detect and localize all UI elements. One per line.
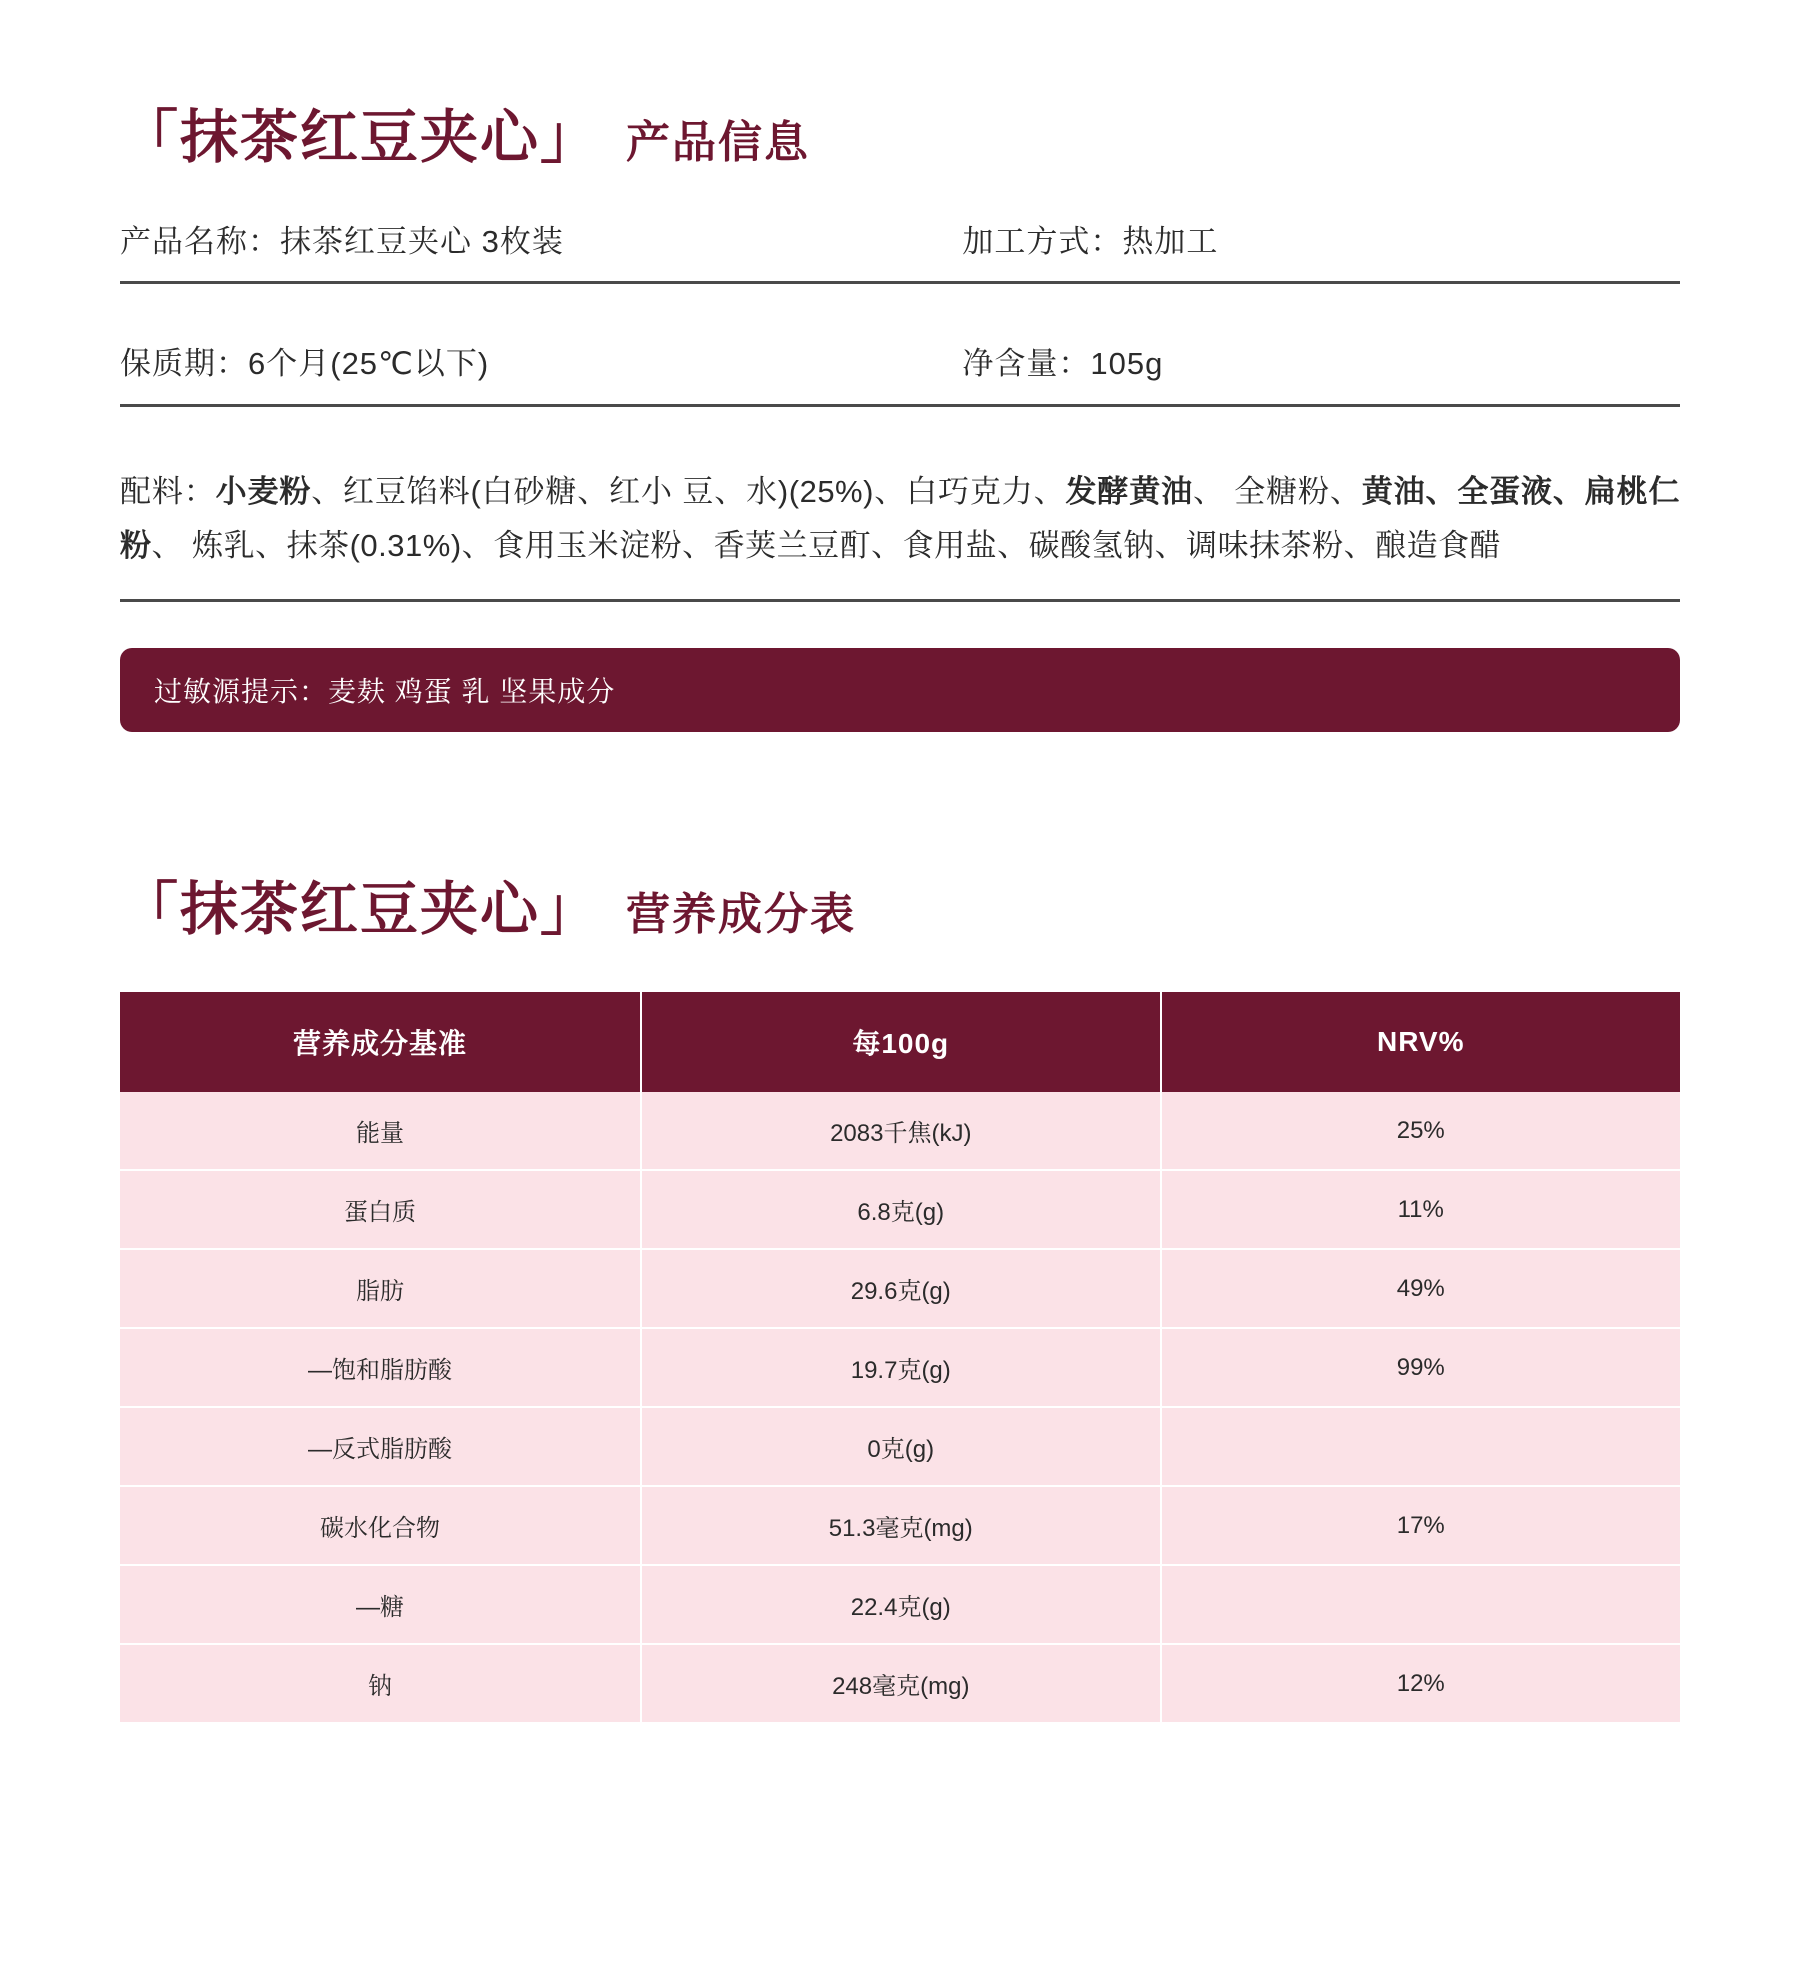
nutrient-amount-cell: 51.3毫克(mg) xyxy=(641,1486,1160,1565)
ingredient-segment-3: 发酵黄油 xyxy=(1065,473,1193,509)
info-row-shelf-life xyxy=(120,342,1680,406)
ingredient-segment-1: 小麦粉 xyxy=(215,473,312,509)
nutrient-name-cell: —糖 xyxy=(120,1565,641,1644)
nutrient-amount-cell: 6.8克(g) xyxy=(641,1170,1160,1249)
nutrient-amount-cell: 248毫克(mg) xyxy=(641,1644,1160,1722)
nutrient-nrv-cell: 25% xyxy=(1161,1092,1681,1170)
nutrient-nrv-cell xyxy=(1161,1565,1681,1644)
nutrient-name-cell: —饱和脂肪酸 xyxy=(120,1328,641,1407)
ingredients-text xyxy=(120,465,1680,574)
product-info-title-suffix: 产品信息 xyxy=(626,118,811,167)
nutrient-name-cell: 能量 xyxy=(120,1092,641,1170)
nutrient-amount-cell: 0克(g) xyxy=(641,1407,1160,1486)
table-row xyxy=(120,1565,1680,1644)
table-row xyxy=(120,1486,1680,1565)
table-row xyxy=(120,1644,1680,1722)
nutrient-amount-cell: 19.7克(g) xyxy=(641,1328,1160,1407)
net-content-value: 净含量：105g xyxy=(962,346,1164,382)
nutrient-name-cell: 蛋白质 xyxy=(120,1170,641,1249)
nutrient-nrv-cell: 12% xyxy=(1161,1644,1681,1722)
table-header-cell-basis: 营养成分基准 xyxy=(120,992,641,1092)
nutrition-table-head xyxy=(120,992,1680,1092)
nutrition-title xyxy=(120,862,1680,946)
shelf-life-value: 保质期：6个月(25℃以下) xyxy=(120,346,490,382)
product-info-title xyxy=(120,90,1680,174)
section-spacer xyxy=(120,732,1680,842)
allergen-notice-banner: 过敏源提示：麦麸 鸡蛋 乳 坚果成分 xyxy=(120,648,1680,732)
product-name-value: 产品名称：抹茶红豆夹心 3枚装 xyxy=(120,224,564,259)
product-info-title-bracketed: 「抹茶红豆夹心」 xyxy=(120,105,601,170)
table-row xyxy=(120,1407,1680,1486)
nutrient-nrv-cell xyxy=(1161,1407,1681,1486)
nutrient-name-cell: 脂肪 xyxy=(120,1249,641,1328)
table-row xyxy=(120,1249,1680,1328)
nutrition-table-body xyxy=(120,1092,1680,1722)
ingredient-segment-5: 黄油、全蛋液、扁桃仁粉 xyxy=(120,473,1681,564)
nutrient-amount-cell: 29.6克(g) xyxy=(641,1249,1160,1328)
nutrient-name-cell: 碳水化合物 xyxy=(120,1486,641,1565)
table-row xyxy=(120,1092,1680,1170)
processing-method-value: 加工方式：热加工 xyxy=(962,224,1219,259)
info-row-name xyxy=(120,220,1680,284)
ingredients-block xyxy=(120,465,1680,603)
product-info-block xyxy=(120,220,1680,732)
ingredient-segment-2: 、红豆馅料(白砂糖、红小 豆、水)(25%)、白巧克力、 xyxy=(311,473,1066,509)
nutrient-nrv-cell: 99% xyxy=(1161,1328,1681,1407)
nutrient-nrv-cell: 49% xyxy=(1161,1249,1681,1328)
nutrient-nrv-cell: 11% xyxy=(1161,1170,1681,1249)
table-header-cell-per100g: 每100g xyxy=(641,992,1160,1092)
nutrition-title-bracketed: 「抹茶红豆夹心」 xyxy=(120,877,601,943)
nutrition-title-suffix: 营养成分表 xyxy=(626,890,857,940)
nutrient-amount-cell: 2083千焦(kJ) xyxy=(641,1092,1160,1170)
nutrient-name-cell: —反式脂肪酸 xyxy=(120,1407,641,1486)
nutrition-table xyxy=(120,992,1680,1722)
table-header-cell-nrv: NRV% xyxy=(1161,992,1681,1092)
ingredient-segment-0: 配料： xyxy=(120,473,216,509)
table-row xyxy=(120,1170,1680,1249)
nutrient-name-cell: 钠 xyxy=(120,1644,641,1722)
nutrient-nrv-cell: 17% xyxy=(1161,1486,1681,1565)
table-row xyxy=(120,1328,1680,1407)
ingredient-segment-4: 、 全糖粉、 xyxy=(1192,473,1362,509)
ingredient-segment-6: 、 炼乳、抹茶(0.31%)、食用玉米淀粉、香荚兰豆酊、食用盐、碳酸氢钠、调味抹茶粉、酿造食醋 xyxy=(151,528,1502,564)
nutrient-amount-cell: 22.4克(g) xyxy=(641,1565,1160,1644)
table-header-row xyxy=(120,992,1680,1092)
